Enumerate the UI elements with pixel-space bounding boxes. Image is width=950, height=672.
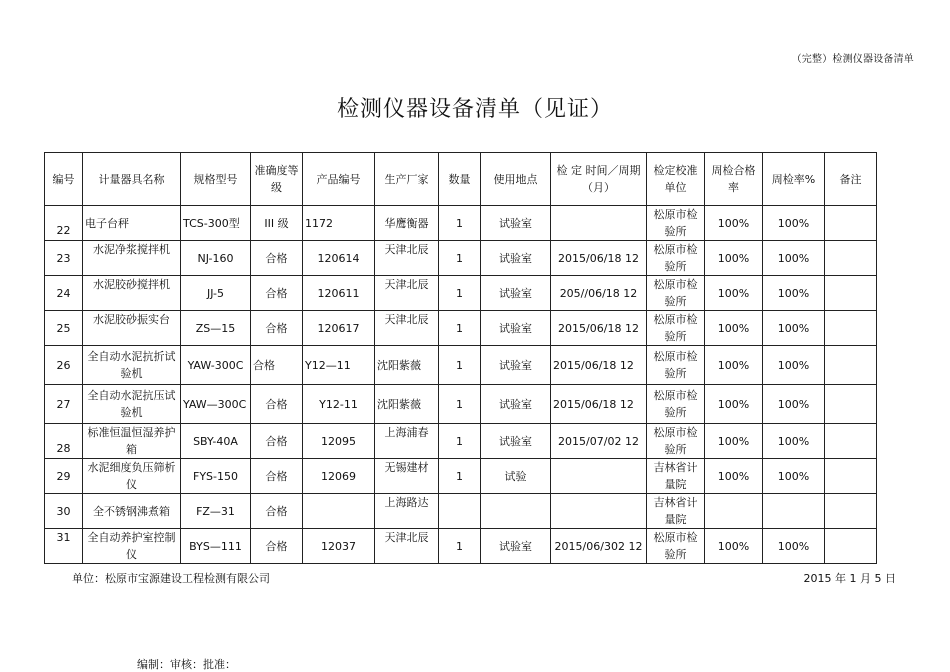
column-header: 备注: [825, 153, 877, 206]
cell-grade: 合格: [251, 494, 303, 529]
cell-pass-rate: 100%: [705, 276, 763, 311]
cell-place: 试验室: [481, 385, 551, 424]
cell-note: [825, 276, 877, 311]
cell-place: 试验室: [481, 529, 551, 564]
cell-serial: Y12-11: [303, 385, 375, 424]
cell-unit: 松原市检验所: [647, 276, 705, 311]
cell-period: [551, 206, 647, 241]
cell-maker: 沈阳紫薇: [375, 346, 439, 385]
column-header: 规格型号: [181, 153, 251, 206]
cell-model: NJ-160: [181, 241, 251, 276]
cell-maker: 天津北辰: [375, 241, 439, 276]
cell-number: 28: [45, 424, 83, 459]
cell-place: 试验室: [481, 424, 551, 459]
cell-grade: 合格: [251, 346, 303, 385]
cell-name: 水泥胶砂搅拌机: [83, 276, 181, 311]
cell-check-rate: 100%: [763, 206, 825, 241]
cell-place: 试验: [481, 459, 551, 494]
cell-maker: 天津北辰: [375, 529, 439, 564]
cell-pass-rate: 100%: [705, 459, 763, 494]
cell-pass-rate: 100%: [705, 385, 763, 424]
cell-name: 水泥胶砂振实台: [83, 311, 181, 346]
cell-grade: III 级: [251, 206, 303, 241]
cell-name: 全自动水泥抗折试验机: [83, 346, 181, 385]
column-header: 使用地点: [481, 153, 551, 206]
cell-qty: 1: [439, 424, 481, 459]
cell-model: YAW—300C: [181, 385, 251, 424]
cell-serial: 12095: [303, 424, 375, 459]
column-header: 数量: [439, 153, 481, 206]
cell-maker: 华鹰衡器: [375, 206, 439, 241]
cell-number: 26: [45, 346, 83, 385]
cell-period: 2015/06/18 12: [551, 241, 647, 276]
cell-qty: 1: [439, 311, 481, 346]
cell-qty: 1: [439, 206, 481, 241]
cell-check-rate: 100%: [763, 385, 825, 424]
cell-note: [825, 311, 877, 346]
cell-note: [825, 459, 877, 494]
cell-qty: 1: [439, 241, 481, 276]
cell-pass-rate: 100%: [705, 424, 763, 459]
cell-check-rate: [763, 494, 825, 529]
cell-name: 全自动养护室控制仪: [83, 529, 181, 564]
cell-number: 30: [45, 494, 83, 529]
cell-qty: 1: [439, 459, 481, 494]
cell-check-rate: 100%: [763, 241, 825, 276]
cell-serial: 120611: [303, 276, 375, 311]
cell-model: ZS—15: [181, 311, 251, 346]
column-header: 生产厂家: [375, 153, 439, 206]
header-note: （完整）检测仪器设备清单: [791, 54, 914, 65]
table-header-row: [45, 153, 877, 206]
cell-grade: 合格: [251, 276, 303, 311]
cell-maker: 天津北辰: [375, 276, 439, 311]
cell-maker: 天津北辰: [375, 311, 439, 346]
cell-number: 29: [45, 459, 83, 494]
cell-unit: 松原市检验所: [647, 529, 705, 564]
cell-maker: 无锡建材: [375, 459, 439, 494]
cell-check-rate: 100%: [763, 459, 825, 494]
cell-note: [825, 241, 877, 276]
cell-model: JJ-5: [181, 276, 251, 311]
cell-number: 31: [45, 529, 83, 564]
cell-model: BYS—111: [181, 529, 251, 564]
cell-period: 2015/06/18 12: [551, 385, 647, 424]
cell-grade: 合格: [251, 459, 303, 494]
cell-model: FYS-150: [181, 459, 251, 494]
cell-period: 2015/06/302 12: [551, 529, 647, 564]
cell-note: [825, 206, 877, 241]
cell-note: [825, 529, 877, 564]
column-header: 周检率%: [763, 153, 825, 206]
column-header: 编号: [45, 153, 83, 206]
cell-pass-rate: 100%: [705, 311, 763, 346]
cell-grade: 合格: [251, 311, 303, 346]
table-row: [45, 206, 877, 241]
cell-number: 23: [45, 241, 83, 276]
cell-qty: 1: [439, 346, 481, 385]
signoff-line: 编制：审核：批准：: [137, 658, 236, 671]
cell-name: 标准恒温恒湿养护箱: [83, 424, 181, 459]
cell-qty: 1: [439, 385, 481, 424]
equipment-table: [44, 152, 877, 564]
cell-number: 25: [45, 311, 83, 346]
cell-model: SBY-40A: [181, 424, 251, 459]
cell-name: 水泥净浆搅拌机: [83, 241, 181, 276]
cell-serial: 12069: [303, 459, 375, 494]
cell-note: [825, 424, 877, 459]
table-row: [45, 346, 877, 385]
cell-model: YAW-300C: [181, 346, 251, 385]
cell-qty: 1: [439, 529, 481, 564]
cell-qty: 1: [439, 276, 481, 311]
cell-place: 试验室: [481, 311, 551, 346]
table-row: [45, 494, 877, 529]
cell-pass-rate: 100%: [705, 241, 763, 276]
cell-unit: 松原市检验所: [647, 206, 705, 241]
cell-check-rate: 100%: [763, 311, 825, 346]
cell-name: 水泥细度负压筛析仪: [83, 459, 181, 494]
cell-place: [481, 494, 551, 529]
cell-pass-rate: [705, 494, 763, 529]
column-header: 检 定 时间／周期（月）: [551, 153, 647, 206]
cell-grade: 合格: [251, 385, 303, 424]
table-row: [45, 529, 877, 564]
cell-unit: 松原市检验所: [647, 311, 705, 346]
cell-model: FZ—31: [181, 494, 251, 529]
cell-serial: 1172: [303, 206, 375, 241]
cell-model: TCS-300型: [181, 206, 251, 241]
footer-unit: 单位：松原市宝源建设工程检测有限公司: [72, 572, 270, 585]
cell-qty: [439, 494, 481, 529]
cell-grade: 合格: [251, 424, 303, 459]
cell-period: 205//06/18 12: [551, 276, 647, 311]
cell-unit: 松原市检验所: [647, 241, 705, 276]
cell-unit: 松原市检验所: [647, 346, 705, 385]
cell-number: 22: [45, 206, 83, 241]
cell-serial: 120614: [303, 241, 375, 276]
cell-unit: 松原市检验所: [647, 424, 705, 459]
cell-unit: 吉林省计量院: [647, 494, 705, 529]
cell-maker: 上海路达: [375, 494, 439, 529]
cell-place: 试验室: [481, 241, 551, 276]
cell-unit: 吉林省计量院: [647, 459, 705, 494]
cell-place: 试验室: [481, 346, 551, 385]
cell-name: 电子台秤: [83, 206, 181, 241]
column-header: 产品编号: [303, 153, 375, 206]
page-title: 检测仪器设备清单（见证）: [336, 97, 613, 122]
cell-maker: 沈阳紫薇: [375, 385, 439, 424]
cell-serial: 12037: [303, 529, 375, 564]
cell-name: 全自动水泥抗压试验机: [83, 385, 181, 424]
cell-pass-rate: 100%: [705, 346, 763, 385]
cell-check-rate: 100%: [763, 346, 825, 385]
cell-check-rate: 100%: [763, 529, 825, 564]
table-row: [45, 385, 877, 424]
column-header: 计量器具名称: [83, 153, 181, 206]
table-row: [45, 311, 877, 346]
cell-unit: 松原市检验所: [647, 385, 705, 424]
cell-note: [825, 346, 877, 385]
cell-period: 2015/06/18 12: [551, 346, 647, 385]
cell-period: 2015/07/02 12: [551, 424, 647, 459]
column-header: 检定校准单位: [647, 153, 705, 206]
cell-note: [825, 494, 877, 529]
table-row: [45, 459, 877, 494]
cell-pass-rate: 100%: [705, 529, 763, 564]
cell-serial: [303, 494, 375, 529]
cell-grade: 合格: [251, 241, 303, 276]
cell-place: 试验室: [481, 276, 551, 311]
cell-number: 27: [45, 385, 83, 424]
cell-number: 24: [45, 276, 83, 311]
cell-serial: 120617: [303, 311, 375, 346]
cell-period: [551, 494, 647, 529]
cell-name: 全不锈钢沸煮箱: [83, 494, 181, 529]
cell-note: [825, 385, 877, 424]
cell-check-rate: 100%: [763, 276, 825, 311]
cell-grade: 合格: [251, 529, 303, 564]
cell-period: [551, 459, 647, 494]
cell-maker: 上海浦春: [375, 424, 439, 459]
table-row: [45, 276, 877, 311]
column-header: 周检合格率: [705, 153, 763, 206]
cell-place: 试验室: [481, 206, 551, 241]
column-header: 准确度等级: [251, 153, 303, 206]
table-row: [45, 424, 877, 459]
cell-check-rate: 100%: [763, 424, 825, 459]
cell-pass-rate: 100%: [705, 206, 763, 241]
footer-date: 2015 年 1 月 5 日: [803, 572, 896, 585]
table-row: [45, 241, 877, 276]
cell-period: 2015/06/18 12: [551, 311, 647, 346]
cell-serial: Y12—11: [303, 346, 375, 385]
